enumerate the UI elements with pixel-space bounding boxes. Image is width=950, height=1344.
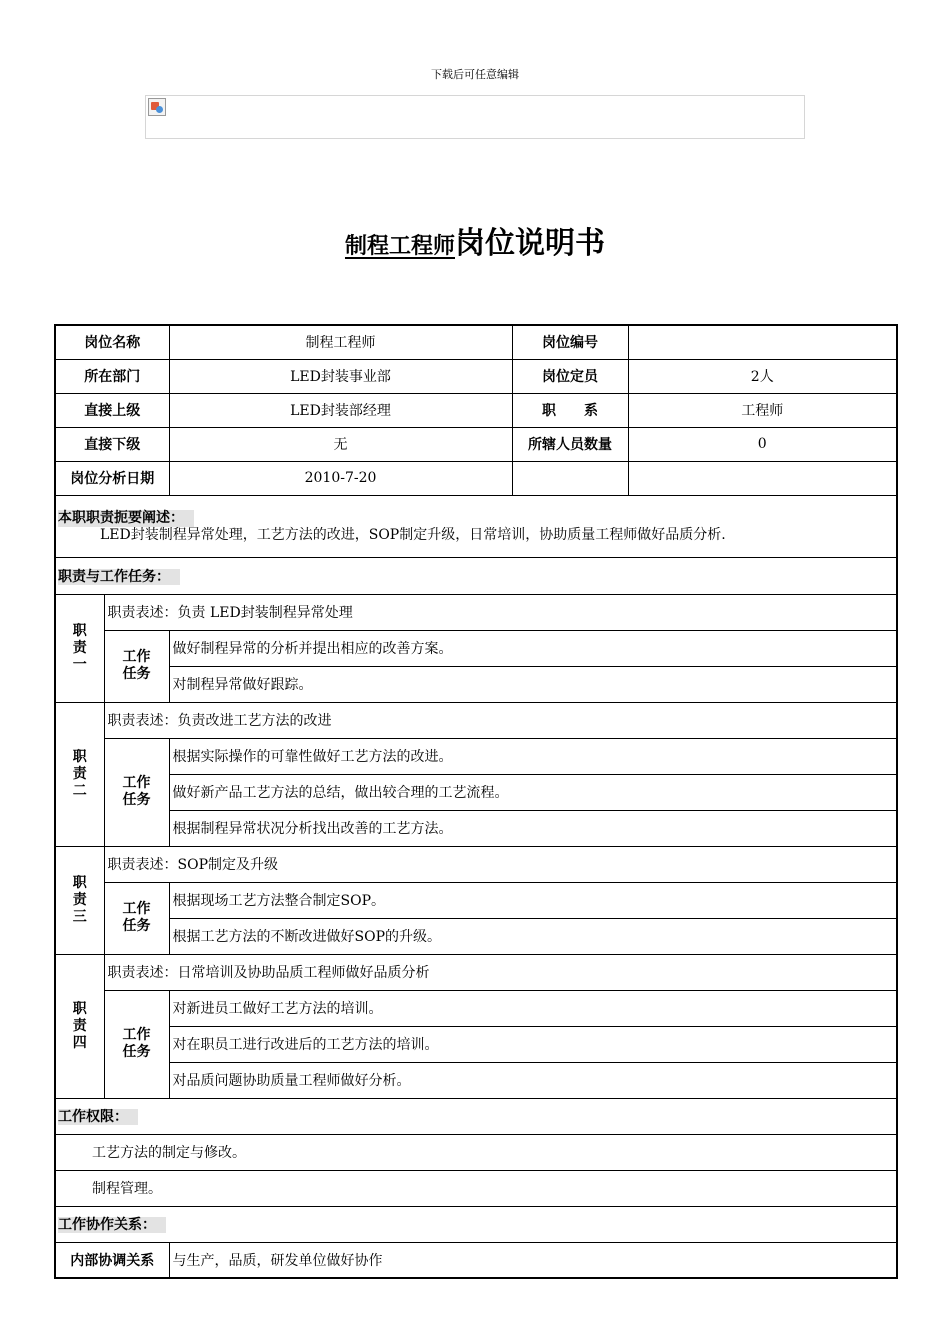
summary-cell: [55, 495, 897, 557]
task-label: 工作任务: [104, 990, 169, 1098]
broken-image-icon: [148, 98, 166, 116]
info-label: 直接上级: [55, 393, 169, 427]
authority-section-label: 工作权限：: [55, 1098, 897, 1134]
duties-section-row: [55, 557, 897, 594]
cooperation-section-label: 工作协作关系：: [55, 1206, 897, 1242]
duty-statement-row: [55, 846, 897, 882]
duty-statement-row: [55, 702, 897, 738]
info-row: [55, 325, 897, 359]
duty-statement: 职责表述：SOP制定及升级: [104, 846, 897, 882]
duty-task-row: [55, 738, 897, 774]
cooperation-section-row: [55, 1206, 897, 1242]
authority-section-row: [55, 1098, 897, 1134]
task-label: 工作任务: [104, 630, 169, 702]
document-title: [0, 218, 950, 262]
internal-coordination-row: [55, 1242, 897, 1278]
duties-section-label: 职责与工作任务：: [55, 557, 897, 594]
duty-task-row: [55, 630, 897, 666]
info-row: [55, 359, 897, 393]
info-label: 职 系: [512, 393, 628, 427]
info-label: 所在部门: [55, 359, 169, 393]
info-value: 2人: [628, 359, 897, 393]
task-label: 工作任务: [104, 738, 169, 846]
summary-label: 本职职责扼要阐述：: [58, 510, 194, 527]
duty-statement: 职责表述：日常培训及协助品质工程师做好品质分析: [104, 954, 897, 990]
internal-coordination-text: 与生产，品质，研发单位做好协作: [169, 1242, 897, 1278]
duty-statement: 职责表述：负责 LED封装制程异常处理: [104, 594, 897, 630]
info-value: 工程师: [628, 393, 897, 427]
info-label: 岗位定员: [512, 359, 628, 393]
authority-row: [55, 1134, 897, 1170]
duty-task: 根据制程异常状况分析找出改善的工艺方法。: [169, 810, 897, 846]
info-value: [628, 461, 897, 495]
duty-task: 做好新产品工艺方法的总结，做出较合理的工艺流程。: [169, 774, 897, 810]
summary-text: LED封装制程异常处理，工艺方法的改进，SOP制定升级，日常培训，协助质量工程师做好品质分析.: [100, 526, 726, 543]
duty-task: 根据现场工艺方法整合制定SOP。: [169, 882, 897, 918]
summary-row: [55, 495, 897, 557]
duty-statement: 职责表述：负责改进工艺方法的改进: [104, 702, 897, 738]
authority-item: 工艺方法的制定与修改。: [55, 1134, 897, 1170]
duty-task-row: [55, 1026, 897, 1062]
info-row: [55, 427, 897, 461]
info-value: 无: [169, 427, 512, 461]
info-label: 所辖人员数量: [512, 427, 628, 461]
internal-coordination-label: 内部协调关系: [55, 1242, 169, 1278]
info-value: LED封装事业部: [169, 359, 512, 393]
broken-image-placeholder: [145, 95, 805, 139]
info-label: [512, 461, 628, 495]
title-position-name: 制程工程师: [344, 234, 455, 259]
info-row: [55, 393, 897, 427]
info-row: [55, 461, 897, 495]
duty-task: 对新进员工做好工艺方法的培训。: [169, 990, 897, 1026]
duty-task: 对制程异常做好跟踪。: [169, 666, 897, 702]
duty-label: 职责四: [55, 954, 104, 1098]
task-label: 工作任务: [104, 882, 169, 954]
info-value: 制程工程师: [169, 325, 512, 359]
duty-task-row: [55, 1062, 897, 1098]
duty-task-row: [55, 774, 897, 810]
info-label: 岗位编号: [512, 325, 628, 359]
authority-row: [55, 1170, 897, 1206]
duty-statement-row: [55, 594, 897, 630]
authority-item: 制程管理。: [55, 1170, 897, 1206]
info-label: 岗位名称: [55, 325, 169, 359]
duty-task: 根据实际操作的可靠性做好工艺方法的改进。: [169, 738, 897, 774]
info-value: LED封装部经理: [169, 393, 512, 427]
duty-task-row: [55, 810, 897, 846]
title-suffix: 岗位说明书: [455, 226, 605, 261]
header-note: 下载后可任意编辑: [431, 68, 519, 81]
duty-statement-row: [55, 954, 897, 990]
info-value: [628, 325, 897, 359]
duty-task-row: [55, 990, 897, 1026]
duty-task: 根据工艺方法的不断改进做好SOP的升级。: [169, 918, 897, 954]
duty-label: 职责三: [55, 846, 104, 954]
duty-task-row: [55, 918, 897, 954]
duty-task: 做好制程异常的分析并提出相应的改善方案。: [169, 630, 897, 666]
info-label: 直接下级: [55, 427, 169, 461]
job-description-table: [54, 324, 898, 1279]
duty-task-row: [55, 666, 897, 702]
info-label: 岗位分析日期: [55, 461, 169, 495]
duty-label: 职责一: [55, 594, 104, 702]
duty-task-row: [55, 882, 897, 918]
duty-label: 职责二: [55, 702, 104, 846]
duty-task: 对在职员工进行改进后的工艺方法的培训。: [169, 1026, 897, 1062]
info-value: 2010-7-20: [169, 461, 512, 495]
info-value: 0: [628, 427, 897, 461]
duty-task: 对品质问题协助质量工程师做好分析。: [169, 1062, 897, 1098]
